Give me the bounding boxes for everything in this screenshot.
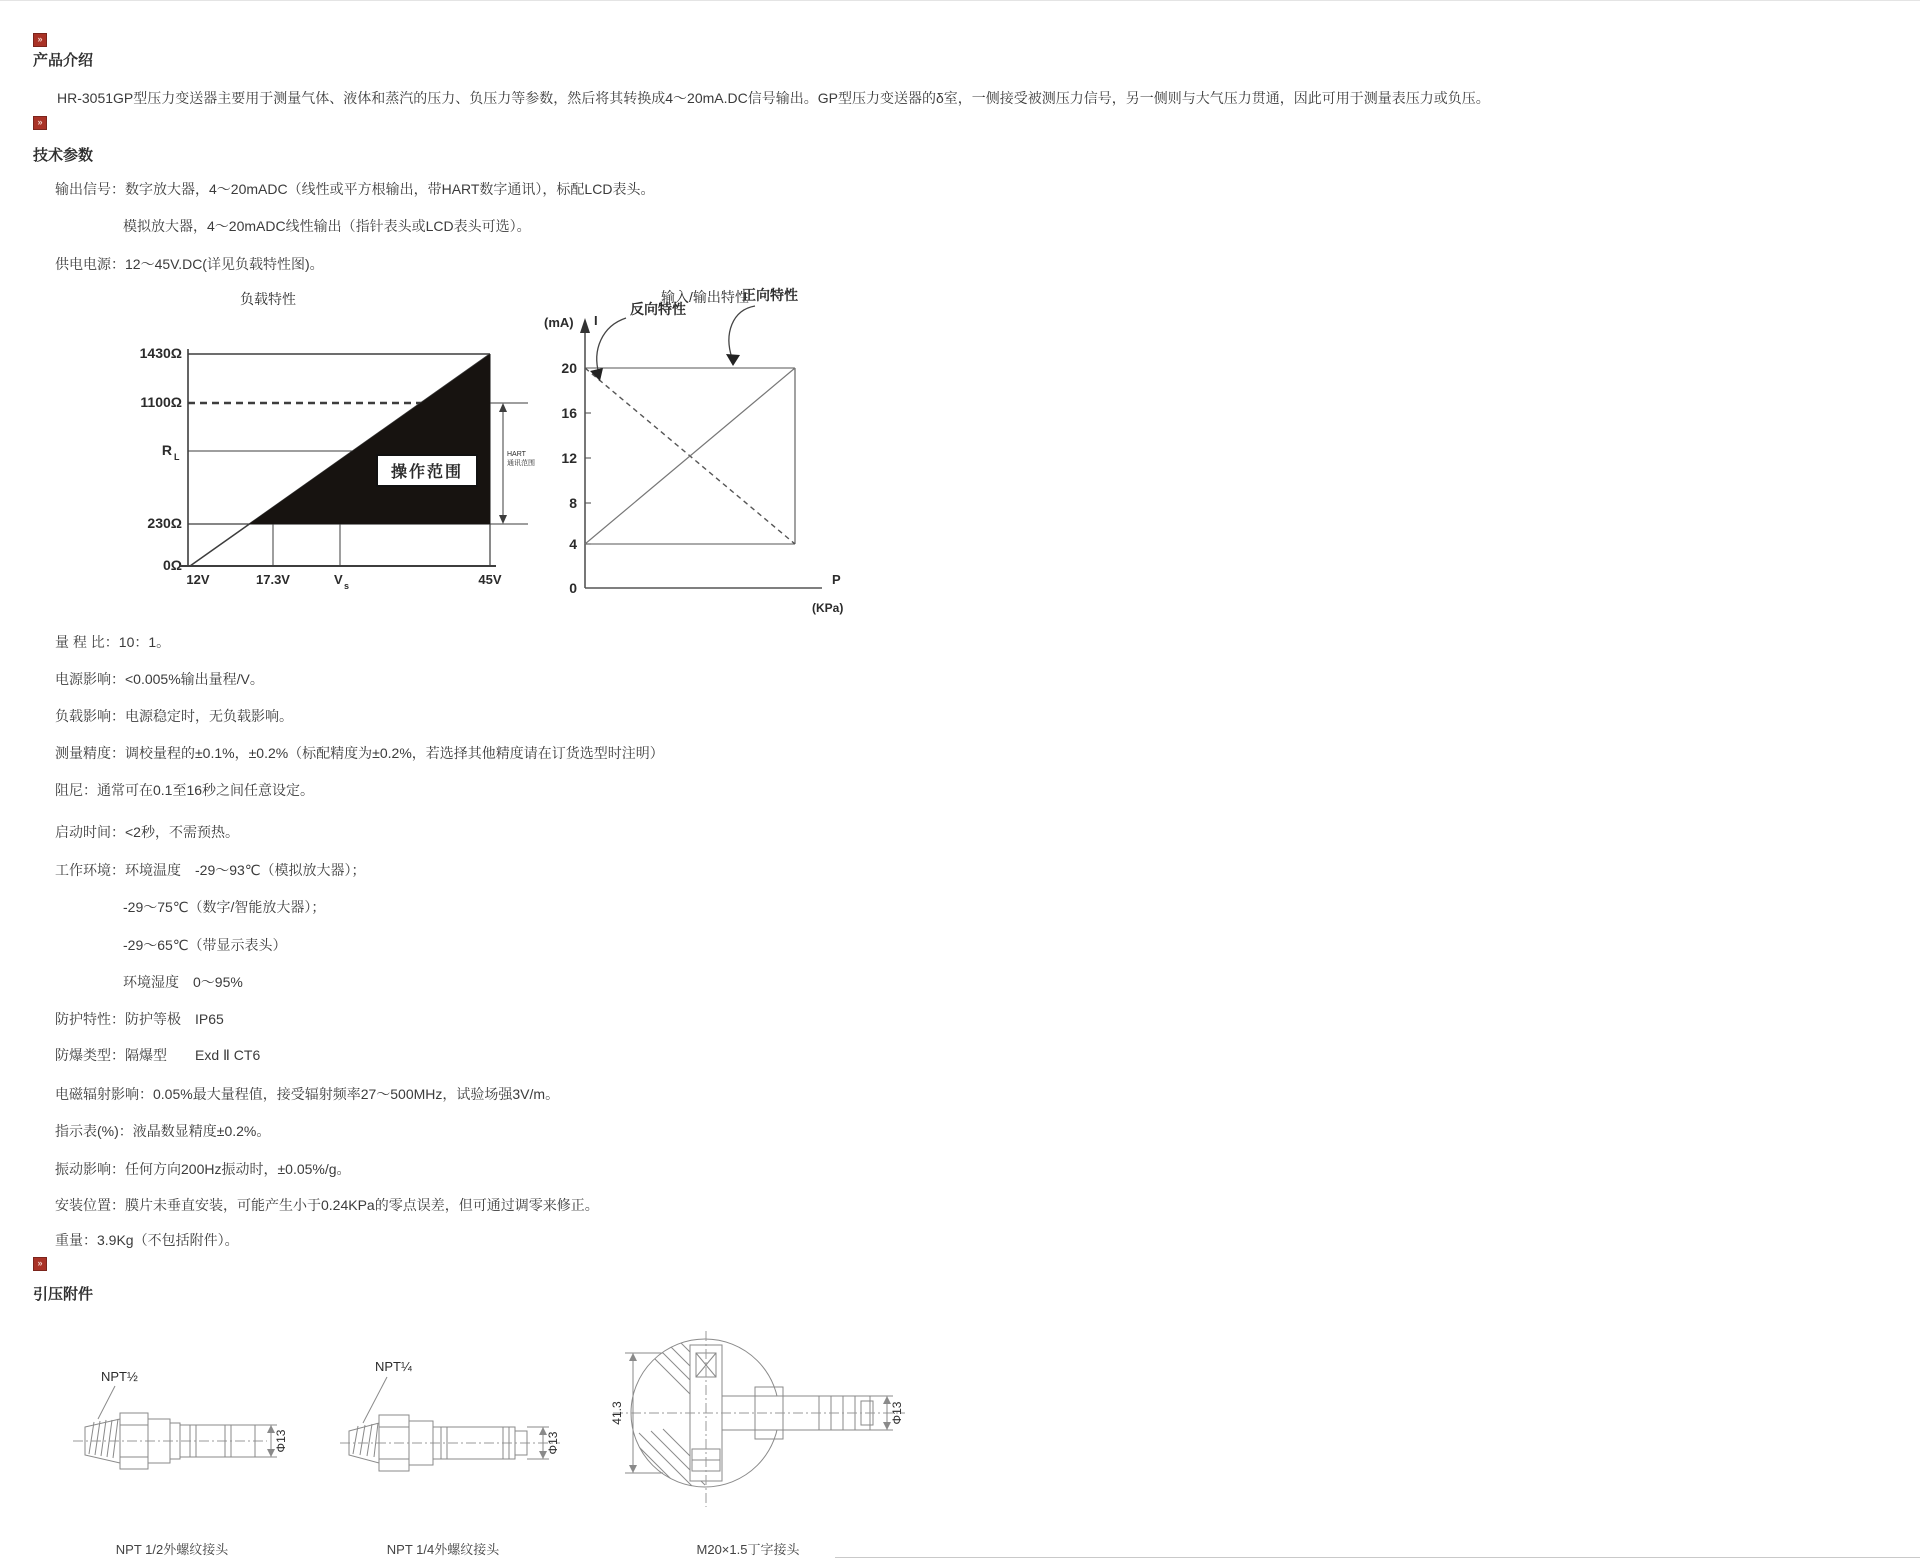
spec-line: 重量：3.9Kg（不包括附件）。 (55, 1232, 239, 1248)
spec-line: 振动影响：任何方向200Hz振动时，±0.05%/g。 (55, 1161, 351, 1177)
tick-0: 0 (569, 580, 577, 596)
page-bottom-divider (835, 1557, 1920, 1558)
hart-range-label-1: HART (507, 451, 526, 458)
reverse-label: 反向特性 (630, 301, 686, 317)
y-label-rl-sub: L (174, 452, 180, 462)
forward-label: 正向特性 (742, 287, 798, 303)
fitting-caption: NPT 1/4外螺纹接头 (386, 1542, 500, 1557)
spec-line: 电磁辐射影响：0.05%最大量程值，接受辐射频率27～500MHz，试验场强3V/m。 (55, 1086, 560, 1102)
spec-line: 环境湿度 0～95% (123, 974, 243, 990)
x-label-vs-sub: s (344, 581, 350, 591)
io-chart-title: 输入/输出特性 (661, 289, 749, 305)
fitting-caption: NPT 1/2外螺纹接头 (115, 1542, 229, 1557)
load-chart-x-labels (186, 572, 501, 591)
diameter-dim-text: Φ13 (546, 1431, 560, 1455)
spec-line: 启动时间：<2秒，不需预热。 (55, 824, 239, 840)
y-label-1430: 1430Ω (139, 345, 182, 361)
threaded-cone (85, 1419, 120, 1463)
x-label-vs: V (334, 572, 343, 587)
spec-line: 测量精度：调校量程的±0.1%，±0.2%（标配精度为±0.2%，若选择其他精度请在订货选型时注明） (55, 745, 664, 761)
reverse-annotation-arrow (597, 318, 626, 374)
y-label-0: 0Ω (162, 557, 182, 573)
leader-line (363, 1377, 387, 1423)
io-chart-y-ticks (561, 360, 577, 596)
spec-line: -29～65℃（带显示表头） (123, 937, 287, 953)
fitting-drawing-npt-quarter (335, 1351, 575, 1511)
y-label-1100: 1100Ω (140, 394, 182, 410)
fitting-drawing-m20-tee (605, 1317, 915, 1522)
tick-4: 4 (569, 536, 577, 552)
y-label-rl: R (161, 442, 172, 458)
accessories-heading: 引压附件 (33, 1286, 94, 1303)
y-axis-arrowhead (580, 318, 590, 333)
x-label-12v: 12V (186, 572, 210, 587)
spec-line: 供电电源：12～45V.DC(详见负载特性图)。 (55, 256, 324, 272)
forward-characteristic-line (585, 368, 795, 544)
spec-line: 阻尼：通常可在0.1至16秒之间任意设定。 (55, 782, 315, 798)
tick-20: 20 (561, 360, 577, 376)
y-label-230: 230Ω (147, 515, 182, 531)
spec-line: 防护特性：防护等极 IP65 (55, 1011, 224, 1027)
io-chart-frame (585, 330, 822, 588)
io-y-unit: (mA) (544, 315, 574, 330)
spec-line: 电源影响：<0.005%输出量程/V。 (55, 671, 264, 687)
spec-line: -29～75℃（数字/智能放大器）； (123, 899, 326, 915)
load-chart-title: 负载特性 (240, 291, 296, 307)
section-anchor-icon: » (33, 1257, 47, 1271)
operating-region-label: 操作范围 (390, 464, 464, 481)
intro-heading: 产品介绍 (33, 52, 94, 69)
spec-line: 量 程 比：10：1。 (55, 634, 171, 650)
forward-arrowhead (726, 354, 740, 366)
leader-line (98, 1386, 115, 1419)
section-anchor-icon: » (33, 33, 47, 47)
spec-line: 负载影响：电源稳定时，无负载影响。 (55, 708, 293, 724)
x-label-45v: 45V (478, 572, 502, 587)
io-x-axis-letter: P (832, 572, 841, 587)
io-x-unit: (KPa) (812, 601, 844, 615)
hex-collar (379, 1415, 433, 1471)
tick-8: 8 (569, 495, 577, 511)
spec-line: 指示表(%)：液晶数显精度±0.2%。 (55, 1123, 271, 1139)
load-chart-y-labels (140, 345, 182, 573)
tick-12: 12 (561, 450, 577, 466)
diameter-dim-text: Φ13 (274, 1429, 288, 1453)
diameter-dim-text: Φ13 (890, 1401, 904, 1425)
fitting-thread-label: NPT¼ (375, 1359, 412, 1374)
spec-line: 输出信号：数字放大器，4～20mADC（线性或平方根输出，带HART数字通讯），标配LCD表头。 (55, 181, 655, 197)
spec-line: 防爆类型：隔爆型 Exd Ⅱ CT6 (55, 1047, 261, 1063)
tech-heading: 技术参数 (33, 147, 94, 164)
section-anchor-icon: » (33, 116, 47, 130)
diameter-dimension (870, 1396, 904, 1430)
height-dim-text: 41.3 (610, 1401, 624, 1425)
fitting-drawing-npt-half (65, 1359, 295, 1509)
fitting-caption: M20×1.5丁字接头 (696, 1542, 800, 1557)
io-characteristic-chart (530, 254, 960, 624)
spec-line: 模拟放大器，4～20mADC线性输出（指针表头或LCD表头可选）。 (123, 218, 531, 234)
x-label-17v: 17.3V (256, 572, 290, 587)
forward-annotation-arrow (729, 306, 755, 358)
spec-line: 安装位置：膜片未垂直安装，可能产生小于0.24KPa的零点误差，但可通过调零来修正。 (55, 1197, 599, 1213)
hart-range-label-2: 通讯范围 (507, 460, 535, 467)
intro-paragraph: HR-3051GP型压力变送器主要用于测量气体、液体和蒸汽的压力、负压力等参数，然后将其转换成4～20mA.DC信号输出。GP型压力变送器的δ室，一侧接受被测压力信号，另一侧则与大气压力贯通，因此可用于测量表压力或负压。 (57, 90, 1490, 106)
io-y-axis-letter: I (594, 313, 598, 328)
diameter-dimension (527, 1427, 560, 1459)
tick-16: 16 (561, 405, 577, 421)
spec-line: 工作环境：环境温度 -29～93℃（模拟放大器）； (55, 862, 366, 878)
fitting-thread-label: NPT½ (101, 1369, 138, 1384)
